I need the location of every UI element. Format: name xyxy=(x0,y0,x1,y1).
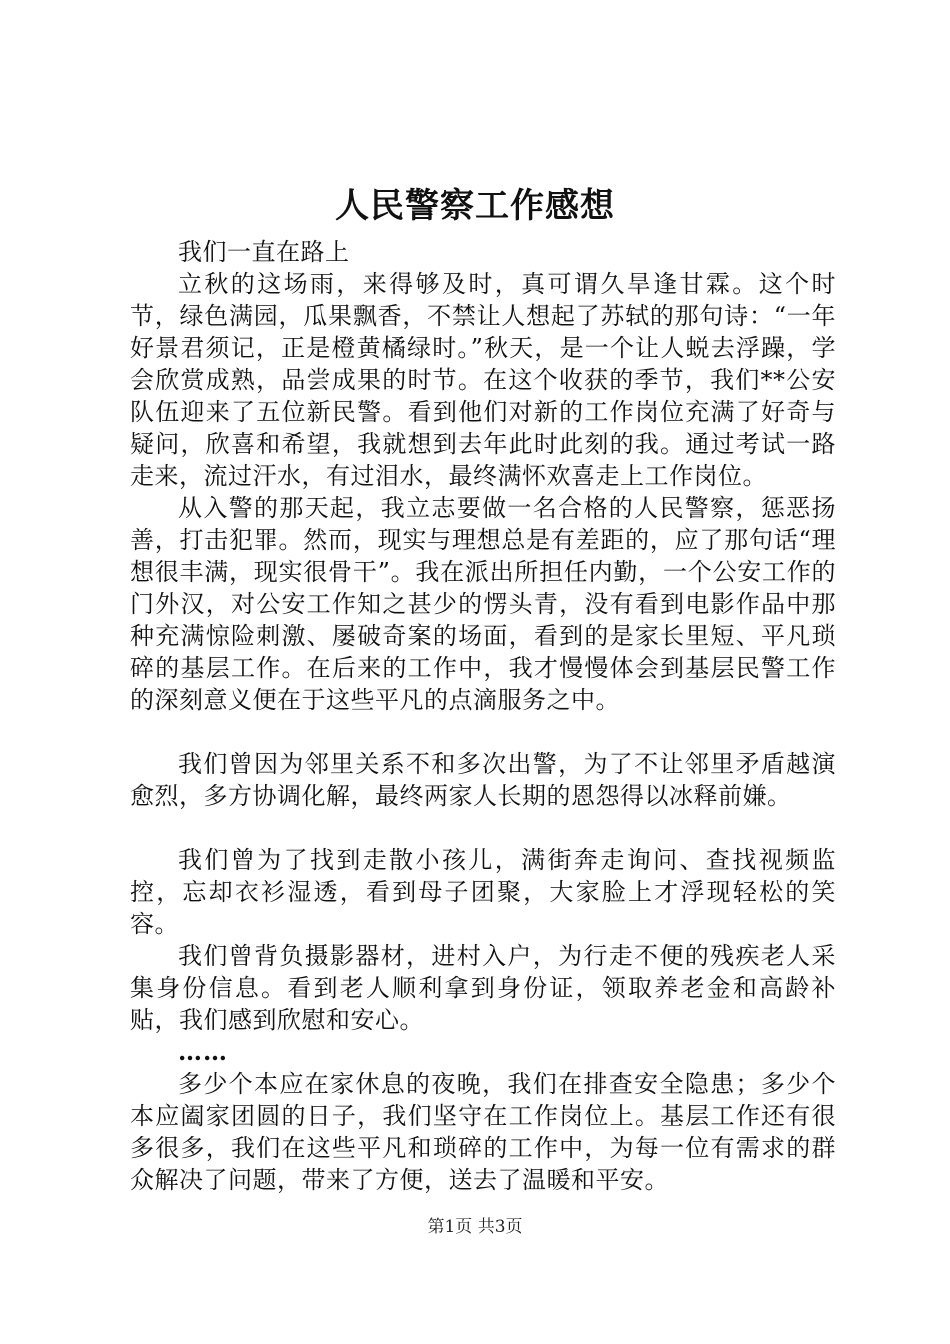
ellipsis-line: …… xyxy=(178,1037,228,1066)
paragraph-1: 立秋的这场雨，来得够及时，真可谓久旱逢甘霖。这个时节，绿色满园，瓜果飘香，不禁让人想起了苏轼的那句诗：“一年好景君须记，正是橙黄橘绿时。”秋天，是一个让人蜕去浮躁，学会欣赏成熟，品尝成果的时节。在这个收获的季节，我们**公安队伍迎来了五位新民警。看到他们对新的工作岗位充满了好奇与疑问，欣喜和希望，我就想到去年此时此刻的我。通过考试一路走来，流过汗水，有过泪水，最终满怀欢喜走上工作岗位。 xyxy=(130,270,836,490)
paragraph-5: 我们曾背负摄影器材，进村入户，为行走不便的残疾老人采集身份信息。看到老人顺利拿到身份证，领取养老金和高龄补贴，我们感到欣慰和安心。 xyxy=(130,942,836,1034)
page-footer: 第1页 共3页 xyxy=(427,1217,523,1237)
paragraph-spacer xyxy=(130,716,836,748)
document-title: 人民警察工作感想 xyxy=(335,186,615,226)
paragraph-6: 多少个本应在家休息的夜晚，我们在排查安全隐患；多少个本应阖家团圆的日子，我们坚守在工作岗位上。基层工作还有很多很多，我们在这些平凡和琐碎的工作中，为每一位有需求的群众解决了问题，带来了方便，送去了温暖和平安。 xyxy=(130,1070,836,1194)
paragraph-3: 我们曾因为邻里关系不和多次出警，为了不让邻里矛盾越演愈烈，多方协调化解，最终两家人长期的恩怨得以冰释前嫌。 xyxy=(130,750,836,810)
paragraph-spacer xyxy=(130,812,836,844)
document-body xyxy=(130,236,836,1196)
paragraph-2: 从入警的那天起，我立志要做一名合格的人民警察，惩恶扬善，打击犯罪。然而，现实与理想总是有差距的，应了那句话“理想很丰满，现实很骨干”。我在派出所担任内勤，一个公安工作的门外汉，对公安工作知之甚少的愣头青，没有看到电影作品中那种充满惊险刺激、屡破奇案的场面，看到的是家长里短、平凡琐碎的基层工作。在后来的工作中，我才慢慢体会到基层民警工作的深刻意义便在于这些平凡的点滴服务之中。 xyxy=(130,494,836,714)
paragraph-4: 我们曾为了找到走散小孩儿，满街奔走询问、查找视频监控，忘却衣衫湿透，看到母子团聚，大家脸上才浮现轻松的笑容。 xyxy=(130,846,836,938)
paragraph-heading: 我们一直在路上 xyxy=(178,238,350,266)
